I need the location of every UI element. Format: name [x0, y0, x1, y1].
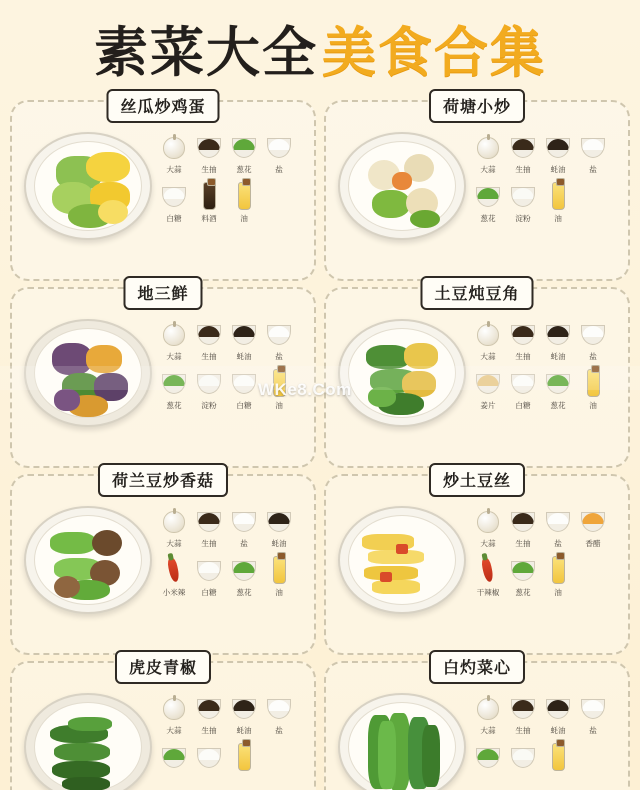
- food-piece: [54, 576, 80, 598]
- food-piece: [86, 152, 130, 182]
- oil-bottle-icon: [231, 181, 257, 211]
- ingredient-label: 盐: [589, 352, 597, 361]
- ingredient-row: [159, 319, 308, 362]
- ingredient-label: 盐: [589, 165, 597, 174]
- ingredient-item: [264, 132, 294, 175]
- salt-bowl-icon: [580, 319, 606, 349]
- ingredient-label: 姜片: [480, 401, 496, 410]
- oyster-sauce-bowl-icon: [231, 319, 257, 349]
- ingredient-item: [543, 742, 573, 774]
- food-piece: [62, 777, 110, 790]
- ingredient-item: [473, 319, 503, 362]
- scallion-bowl-icon: [231, 555, 257, 585]
- food-piece: [92, 530, 122, 556]
- sugar-bowl-icon: [161, 181, 187, 211]
- oil-bottle-icon: [545, 555, 571, 585]
- dish-card: [324, 658, 630, 790]
- dish-title-badge: [429, 89, 525, 123]
- food-piece: [86, 345, 122, 373]
- scallion-bowl-icon: [510, 555, 536, 585]
- ingredient-label: 香醋: [585, 539, 601, 548]
- food-piece: [54, 743, 110, 761]
- ingredient-label: 蚝油: [550, 352, 566, 361]
- ingredient-item: [159, 319, 189, 362]
- ingredient-label: 蚝油: [271, 539, 287, 548]
- dish-title-badge: [106, 89, 219, 123]
- ingredient-label: 白糖: [515, 401, 531, 410]
- ingredient-item: [194, 555, 224, 598]
- ingredient-label: 盐: [589, 726, 597, 735]
- ingredient-label: 大蒜: [166, 539, 182, 548]
- vinegar-bowl-icon: [580, 506, 606, 536]
- poster-title-accent: 美食合集: [322, 21, 546, 84]
- starch-bowl-icon: [510, 181, 536, 211]
- oyster-sauce-bowl-icon: [545, 319, 571, 349]
- ingredient-item: [194, 693, 224, 736]
- ingredient-item: [578, 506, 608, 549]
- ingredient-item: [473, 506, 503, 549]
- ingredient-item: [159, 368, 189, 411]
- ingredient-label: 生抽: [201, 165, 217, 174]
- ingredient-label: 小米辣: [162, 588, 186, 597]
- ingredient-label: 生抽: [515, 539, 531, 548]
- ingredient-item: [543, 506, 573, 549]
- salt-bowl-icon: [580, 132, 606, 162]
- ingredient-item: [508, 506, 538, 549]
- ingredient-row: [473, 132, 622, 175]
- ingredient-label: 料酒: [201, 214, 217, 223]
- ingredient-item: [194, 368, 224, 411]
- dish-photo: [22, 313, 154, 431]
- food-piece: [372, 580, 420, 594]
- oil-bottle-icon: [266, 555, 292, 585]
- ingredient-item: [543, 181, 573, 224]
- ingredient-item: [508, 693, 538, 736]
- ingredient-label: 大蒜: [480, 165, 496, 174]
- soy-sauce-bowl-icon: [510, 693, 536, 723]
- soy-sauce-bowl-icon: [196, 693, 222, 723]
- dish-card: [10, 471, 316, 655]
- ingredient-row: [159, 742, 308, 774]
- ingredient-item: [264, 368, 294, 411]
- ingredient-row: [159, 506, 308, 549]
- dish-card: [10, 284, 316, 468]
- starch-bowl-icon: [196, 368, 222, 398]
- ingredient-item: [264, 693, 294, 736]
- ingredient-item: [229, 555, 259, 598]
- food-piece: [54, 389, 80, 411]
- soy-sauce-bowl-icon: [510, 506, 536, 536]
- ingredient-item: [229, 319, 259, 362]
- ingredient-label: 大蒜: [166, 726, 182, 735]
- ingredient-item: [508, 555, 538, 598]
- ingredient-item: [473, 368, 503, 411]
- ingredient-label: 蚝油: [236, 352, 252, 361]
- cooking-wine-bottle-icon: [196, 181, 222, 211]
- ingredient-item: [508, 319, 538, 362]
- dish-title-badge: [115, 650, 211, 684]
- ingredient-label: 大蒜: [480, 539, 496, 548]
- oyster-sauce-bowl-icon: [545, 132, 571, 162]
- ingredient-item: [543, 368, 573, 411]
- soy-sauce-bowl-icon: [196, 319, 222, 349]
- oil-bottle-icon: [231, 742, 257, 772]
- ingredient-label: 蚝油: [550, 165, 566, 174]
- ingredient-item: [194, 181, 224, 224]
- ingredient-item: [264, 506, 294, 549]
- ingredient-label: 干辣椒: [476, 588, 500, 597]
- ingredient-item: [159, 555, 189, 598]
- ingredient-item: [194, 132, 224, 175]
- scallion-bowl-icon: [161, 368, 187, 398]
- ingredient-label: 白糖: [166, 214, 182, 223]
- dish-title: 白灼菜心: [442, 658, 512, 677]
- watermark-text: WKe8.Com: [258, 380, 352, 399]
- oil-bottle-icon: [580, 368, 606, 398]
- ingredient-label: 大蒜: [166, 165, 182, 174]
- dish-photo: [336, 500, 468, 618]
- garlic-icon: [475, 132, 501, 162]
- dish-title: 炒土豆丝: [442, 471, 512, 490]
- dish-grid: [0, 97, 640, 790]
- ingredient-item: [508, 181, 538, 224]
- dish-photo: [336, 687, 468, 790]
- dish-photo: [22, 687, 154, 790]
- chili-pepper-icon: [475, 555, 501, 585]
- sugar-bowl-icon: [196, 742, 222, 772]
- food-piece: [396, 544, 408, 554]
- ingredient-label: 生抽: [201, 539, 217, 548]
- soy-sauce-bowl-icon: [196, 132, 222, 162]
- ingredient-item: [543, 555, 573, 598]
- ingredient-item: [508, 132, 538, 175]
- dish-card: [324, 284, 630, 468]
- dish-title-badge: [98, 463, 228, 497]
- ingredient-item: [159, 693, 189, 736]
- food-piece: [378, 721, 396, 789]
- food-piece: [422, 725, 440, 787]
- ingredient-label: 大蒜: [480, 726, 496, 735]
- ingredient-row: [159, 368, 308, 411]
- ingredient-label: 大蒜: [480, 352, 496, 361]
- ingredient-label: 淀粉: [515, 214, 531, 223]
- ingredient-item: [159, 506, 189, 549]
- starch-bowl-icon: [510, 742, 536, 772]
- food-piece: [404, 343, 438, 369]
- ingredient-item: [264, 555, 294, 598]
- ingredient-label: 蚝油: [550, 726, 566, 735]
- food-piece: [380, 572, 392, 582]
- ingredient-item: [473, 132, 503, 175]
- ingredient-label: 油: [275, 588, 283, 597]
- ingredient-label: 生抽: [515, 352, 531, 361]
- ingredient-label: 油: [554, 214, 562, 223]
- ingredient-item: [229, 742, 259, 774]
- ingredient-item: [578, 368, 608, 411]
- ingredient-item: [194, 506, 224, 549]
- ingredient-item: [194, 742, 224, 774]
- dish-card: [10, 658, 316, 790]
- ingredient-item: [473, 742, 503, 774]
- ingredient-item: [543, 319, 573, 362]
- dish-title: 荷塘小炒: [442, 97, 512, 116]
- poster-title-main: 素菜大全: [94, 21, 318, 84]
- dish-card: [324, 97, 630, 281]
- scallion-bowl-icon: [475, 742, 501, 772]
- ingredient-label: 葱花: [236, 588, 252, 597]
- scallion-bowl-icon: [231, 132, 257, 162]
- dish-title: 虎皮青椒: [128, 658, 198, 677]
- dish-card: [324, 471, 630, 655]
- ingredient-label: 盐: [275, 726, 283, 735]
- dish-photo: [22, 500, 154, 618]
- sugar-bowl-icon: [231, 368, 257, 398]
- garlic-icon: [161, 506, 187, 536]
- food-piece: [68, 717, 112, 731]
- garlic-icon: [161, 319, 187, 349]
- scallion-bowl-icon: [475, 181, 501, 211]
- ingredient-label: 油: [554, 588, 562, 597]
- chili-pepper-icon: [161, 555, 187, 585]
- ingredient-item: [508, 742, 538, 774]
- dish-photo: [22, 126, 154, 244]
- ingredient-row: [159, 555, 308, 598]
- dish-title: 地三鲜: [137, 284, 189, 303]
- ingredient-label: 葱花: [480, 214, 496, 223]
- ingredient-item: [473, 555, 503, 598]
- oil-bottle-icon: [545, 181, 571, 211]
- ingredient-label: 葱花: [550, 401, 566, 410]
- dish-title: 丝瓜炒鸡蛋: [120, 97, 206, 116]
- oil-bottle-icon: [545, 742, 571, 772]
- food-piece: [50, 532, 96, 554]
- ingredient-label: 葱花: [166, 401, 182, 410]
- oil-bottle-icon: [266, 368, 292, 398]
- ingredient-label: 生抽: [201, 352, 217, 361]
- dish-title-badge: [429, 650, 525, 684]
- ingredient-row: [159, 132, 308, 175]
- ingredient-label: 蚝油: [236, 726, 252, 735]
- ingredient-label: 生抽: [515, 165, 531, 174]
- dish-photo: [336, 313, 468, 431]
- ingredient-label: 油: [589, 401, 597, 410]
- oyster-sauce-bowl-icon: [231, 693, 257, 723]
- food-piece: [366, 345, 410, 369]
- ingredient-item: [229, 368, 259, 411]
- ingredient-label: 白糖: [201, 588, 217, 597]
- ingredient-label: 盐: [240, 539, 248, 548]
- ingredient-row: [473, 555, 622, 598]
- ingredient-label: 生抽: [201, 726, 217, 735]
- ingredient-item: [229, 181, 259, 224]
- salt-bowl-icon: [266, 319, 292, 349]
- ingredient-label: 葱花: [236, 165, 252, 174]
- ingredient-label: 盐: [275, 165, 283, 174]
- oyster-sauce-bowl-icon: [266, 506, 292, 536]
- garlic-icon: [475, 506, 501, 536]
- ingredient-row: [159, 181, 308, 224]
- ingredient-row: [473, 181, 622, 224]
- ingredient-item: [229, 132, 259, 175]
- ingredient-item: [543, 693, 573, 736]
- ingredient-row: [473, 742, 622, 774]
- oyster-sauce-bowl-icon: [545, 693, 571, 723]
- scallion-bowl-icon: [161, 742, 187, 772]
- sugar-bowl-icon: [196, 555, 222, 585]
- salt-bowl-icon: [266, 132, 292, 162]
- ingredient-item: [578, 693, 608, 736]
- salt-bowl-icon: [580, 693, 606, 723]
- ingredient-item: [473, 693, 503, 736]
- ingredient-label: 大蒜: [166, 352, 182, 361]
- soy-sauce-bowl-icon: [196, 506, 222, 536]
- scallion-bowl-icon: [545, 368, 571, 398]
- soy-sauce-bowl-icon: [510, 319, 536, 349]
- ingredient-label: 油: [240, 214, 248, 223]
- garlic-icon: [475, 319, 501, 349]
- ingredient-item: [264, 319, 294, 362]
- dish-title-badge: [123, 276, 202, 310]
- ingredient-label: 油: [275, 401, 283, 410]
- garlic-icon: [161, 132, 187, 162]
- ingredient-item: [473, 181, 503, 224]
- ingredient-label: 生抽: [515, 726, 531, 735]
- ingredient-item: [229, 506, 259, 549]
- dish-title: 荷兰豆炒香菇: [111, 471, 215, 490]
- garlic-icon: [475, 693, 501, 723]
- poster-header: [0, 0, 640, 100]
- ingredient-row: [473, 506, 622, 549]
- dish-title: 土豆炖豆角: [434, 284, 520, 303]
- ingredient-item: [543, 132, 573, 175]
- ingredient-row: [473, 319, 622, 362]
- ingredient-item: [194, 319, 224, 362]
- dish-card: [10, 97, 316, 281]
- ingredient-label: 葱花: [515, 588, 531, 597]
- dish-title-badge: [429, 463, 525, 497]
- ingredient-row: [473, 693, 622, 736]
- ingredient-row: [473, 368, 622, 411]
- food-piece: [410, 210, 440, 228]
- ingredient-item: [508, 368, 538, 411]
- ginger-bowl-icon: [475, 368, 501, 398]
- ingredient-item: [578, 132, 608, 175]
- ingredient-item: [578, 319, 608, 362]
- salt-bowl-icon: [266, 693, 292, 723]
- dish-photo: [336, 126, 468, 244]
- food-piece: [368, 387, 396, 407]
- garlic-icon: [161, 693, 187, 723]
- food-piece: [98, 200, 128, 224]
- ingredient-label: 淀粉: [201, 401, 217, 410]
- food-piece: [372, 190, 410, 218]
- dish-title-badge: [420, 276, 533, 310]
- sugar-bowl-icon: [510, 368, 536, 398]
- ingredient-label: 盐: [554, 539, 562, 548]
- soy-sauce-bowl-icon: [510, 132, 536, 162]
- ingredient-item: [159, 181, 189, 224]
- salt-bowl-icon: [231, 506, 257, 536]
- ingredient-item: [229, 693, 259, 736]
- food-piece: [392, 172, 412, 190]
- ingredient-item: [159, 742, 189, 774]
- ingredient-label: 盐: [275, 352, 283, 361]
- salt-bowl-icon: [545, 506, 571, 536]
- ingredient-row: [159, 693, 308, 736]
- ingredient-label: 白糖: [236, 401, 252, 410]
- ingredient-item: [159, 132, 189, 175]
